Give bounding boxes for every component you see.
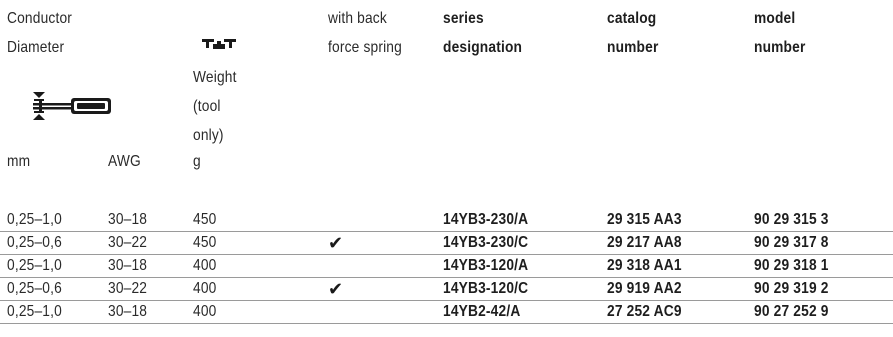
wire-diameter-icon [30, 92, 114, 126]
cell-weight: 400 [193, 257, 217, 274]
cell-awg: 30–22 [108, 234, 148, 251]
cell-catalog: 29 315 AA3 [607, 211, 682, 228]
row-divider [0, 323, 893, 324]
row-divider [0, 231, 893, 232]
cell-model: 90 29 315 3 [754, 211, 829, 228]
cell-mm: 0,25–1,0 [7, 211, 62, 228]
header-weight: Weight [193, 69, 237, 86]
cell-mm: 0,25–1,0 [7, 257, 62, 274]
cell-model: 90 29 318 1 [754, 257, 829, 274]
header-only: only) [193, 127, 224, 144]
row-divider [0, 254, 893, 255]
cell-awg: 30–18 [108, 211, 148, 228]
header-diameter: Diameter [7, 39, 65, 56]
header-catalog-1: catalog [607, 10, 657, 27]
cell-series: 14YB3-120/C [443, 280, 529, 297]
cell-weight: 400 [193, 280, 217, 297]
header-spring-2: force spring [328, 39, 402, 56]
cell-weight: 400 [193, 303, 217, 320]
cell-series: 14YB3-120/A [443, 257, 529, 274]
header-catalog-2: number [607, 39, 659, 56]
cell-awg: 30–22 [108, 280, 148, 297]
cell-series: 14YB3-230/C [443, 234, 529, 251]
header-series-2: designation [443, 39, 523, 56]
cell-model: 90 27 252 9 [754, 303, 829, 320]
cell-awg: 30–18 [108, 257, 148, 274]
row-divider [0, 300, 893, 301]
cell-catalog: 27 252 AC9 [607, 303, 682, 320]
check-icon: ✔ [328, 279, 344, 300]
unit-mm: mm [7, 153, 31, 170]
cell-catalog: 29 318 AA1 [607, 257, 682, 274]
cell-catalog: 29 217 AA8 [607, 234, 682, 251]
header-series-1: series [443, 10, 484, 27]
header-model-1: model [754, 10, 796, 27]
unit-awg: AWG [108, 153, 141, 170]
cell-weight: 450 [193, 211, 217, 228]
header-model-2: number [754, 39, 806, 56]
cell-series: 14YB2-42/A [443, 303, 521, 320]
cell-model: 90 29 317 8 [754, 234, 829, 251]
cell-weight: 450 [193, 234, 217, 251]
cell-series: 14YB3-230/A [443, 211, 529, 228]
cell-mm: 0,25–1,0 [7, 303, 62, 320]
crimp-tool-icon [200, 37, 238, 51]
cell-model: 90 29 319 2 [754, 280, 829, 297]
header-conductor: Conductor [7, 10, 73, 27]
header-tool: (tool [193, 98, 221, 115]
unit-g: g [193, 153, 201, 170]
check-icon: ✔ [328, 233, 344, 254]
cell-mm: 0,25–0,6 [7, 280, 62, 297]
row-divider [0, 277, 893, 278]
cell-catalog: 29 919 AA2 [607, 280, 682, 297]
header-spring-1: with back [328, 10, 387, 27]
cell-mm: 0,25–0,6 [7, 234, 62, 251]
cell-awg: 30–18 [108, 303, 148, 320]
